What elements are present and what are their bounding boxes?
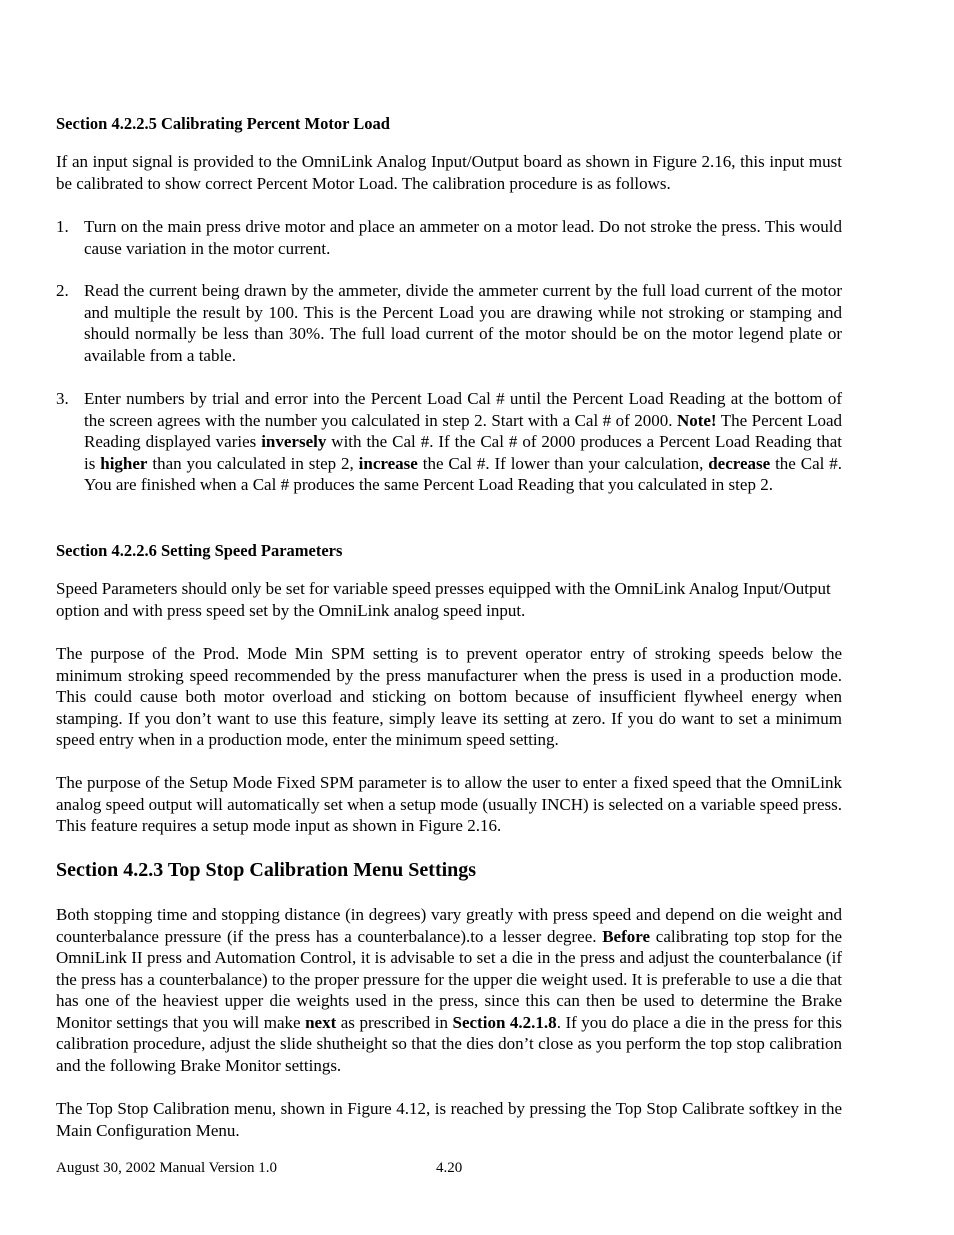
paragraph: The purpose of the Setup Mode Fixed SPM parameter is to allow the user to enter a fixed speed that the OmniLink analog speed output will automatically set when a setup mode (usually INCH) is selected on a variable speed press. This feature requires a setup mode input as shown in Figure 2.16.	[56, 773, 842, 835]
list-number: 2.	[56, 281, 69, 300]
bold-run: higher	[100, 453, 148, 473]
bold-run: next	[305, 1012, 337, 1032]
paragraph: The Top Stop Calibration menu, shown in Figure 4.12, is reached by pressing the Top Stop Calibrate softkey in the Main Configuration Menu.	[56, 1099, 842, 1140]
section-heading-4226: Section 4.2.2.6 Setting Speed Parameters	[56, 541, 343, 560]
bold-run: Note!	[676, 410, 717, 430]
text-run: Enter numbers by trial and error into the Percent Load Cal # until the Percent Load Reading at the bottom of the screen agrees with the number you calculated in step 2. Start with a Cal # of 2000.	[84, 389, 842, 430]
bold-run: decrease	[708, 453, 771, 473]
text-run: the Cal #. If lower than your calculation,	[417, 453, 709, 473]
list-number: 1.	[56, 217, 69, 236]
bold-run: Before	[602, 926, 651, 946]
list-text	[84, 388, 842, 496]
bold-run: increase	[358, 453, 418, 473]
intro-paragraph: If an input signal is provided to the OmniLink Analog Input/Output board as shown in Figure 2.16, this input must be calibrated to show correct Percent Motor Load. The calibration procedure is as follows.	[56, 152, 842, 193]
list-item	[56, 388, 842, 496]
text-run: The Percent Load Reading displayed varies	[84, 410, 842, 451]
paragraph	[56, 904, 842, 1076]
text-run: as prescribed in	[336, 1012, 453, 1032]
page-number: 4.20	[436, 1160, 463, 1176]
footer-date-version: August 30, 2002 Manual Version 1.0	[56, 1160, 277, 1176]
text-run: calibrating top stop for the OmniLink II press and Automation Control, it is advisable to set a die in the press and adjust the counterbalance (if the press has a counterbalance) to the proper pressure for the upper die weight used. It is preferable to use a die that has one of the heaviest upper die weights used in the press, since this can then be used to determine the Brake Monitor settings that you will make	[56, 926, 843, 1032]
list-number: 3.	[56, 389, 69, 408]
text-run: than you calculated in step 2,	[147, 453, 359, 473]
list-item	[56, 216, 842, 259]
section-heading-423: Section 4.2.3 Top Stop Calibration Menu Settings	[56, 859, 477, 881]
list-text: Turn on the main press drive motor and place an ammeter on a motor lead. Do not stroke the press. This would cause variation in the motor current.	[84, 217, 842, 258]
paragraph: The purpose of the Prod. Mode Min SPM setting is to prevent operator entry of stroking speeds below the minimum stroking speed recommended by the press manufacturer when the press is used in a production mode. This could cause both motor overload and sticking on bottom because of insufficient flywheel energy when stamping. If you don’t want to use this feature, simply leave its setting at zero. If you do want to set a minimum speed entry when in a production mode, enter the minimum speed setting.	[56, 644, 842, 749]
paragraph: Speed Parameters should only be set for variable speed presses equipped with the OmniLink Analog Input/Output option and with press speed set by the OmniLink analog speed input.	[56, 579, 831, 620]
text-run: with the Cal #. If the Cal # of 2000 produces a Percent Load Reading that is	[84, 432, 842, 473]
text-run: . If you do place a die in the press for this calibration procedure, adjust the slide shutheight so that the dies don’t close as you perform the top stop calibration and the following Brake Monitor settings.	[56, 1012, 843, 1075]
text-run: the Cal #. You are finished when a Cal # produces the same Percent Load Reading that you calculated in step 2.	[84, 453, 842, 494]
text-run: Both stopping time and stopping distance (in degrees) vary greatly with press speed and depend on die weight and counterbalance pressure (if the press has a counterbalance).to a lesser degree.	[56, 905, 842, 946]
list-item	[56, 280, 842, 366]
bold-run: inversely	[261, 432, 327, 451]
list-text: Read the current being drawn by the ammeter, divide the ammeter current by the full load current of the motor and multiple the result by 100. This is the Percent Load you are drawing while not stroking or stamping and should normally be less than 30%. The full load current of the motor should be on the motor legend plate or available from a table.	[84, 281, 842, 365]
section-heading-4225: Section 4.2.2.5 Calibrating Percent Motor Load	[56, 114, 390, 133]
bold-run: Section 4.2.1.8	[452, 1012, 557, 1032]
